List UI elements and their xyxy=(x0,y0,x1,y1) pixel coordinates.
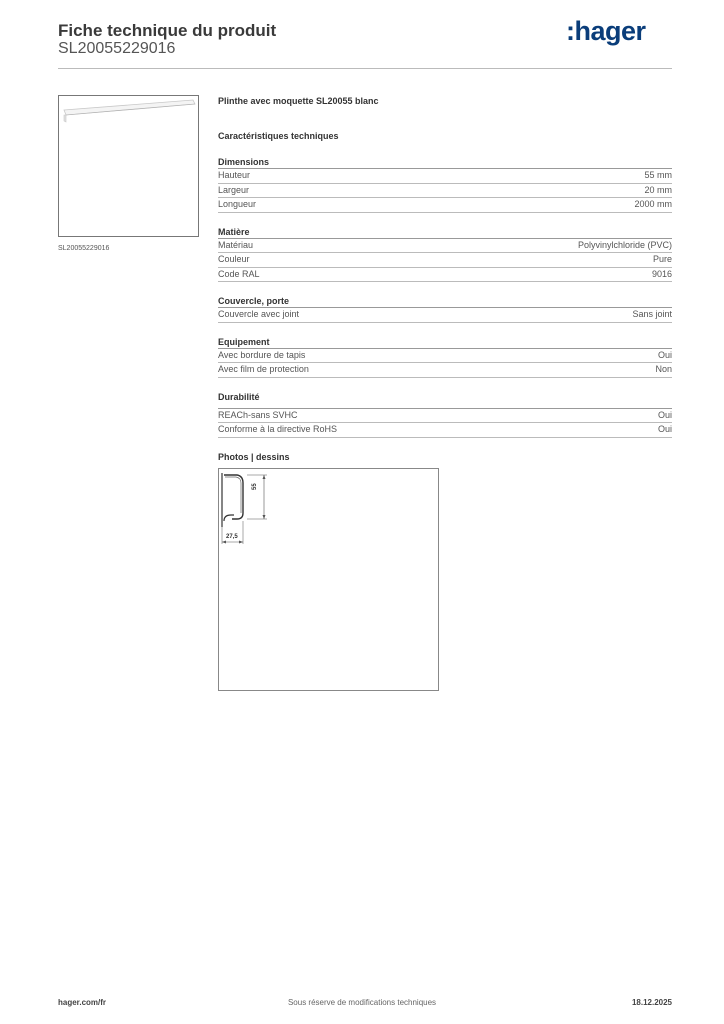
skirting-board-image xyxy=(59,96,198,236)
spec-label: Avec bordure de tapis xyxy=(218,349,306,360)
product-title: Plinthe avec moquette SL20055 blanc xyxy=(218,96,379,106)
spec-row xyxy=(218,169,672,184)
spec-label: REACh-sans SVHC xyxy=(218,409,298,420)
section-title: Matière xyxy=(218,227,672,239)
spec-value: Sans joint xyxy=(632,309,672,319)
hager-logo: :hager xyxy=(566,16,646,46)
spec-row xyxy=(218,268,672,283)
spec-value: Polyvinylchloride (PVC) xyxy=(577,239,672,250)
width-dimension-label: 27,5 xyxy=(226,534,238,540)
section-durabilite xyxy=(218,392,672,438)
spec-row xyxy=(218,349,672,364)
section-title: Durabilité xyxy=(218,392,672,409)
spec-row xyxy=(218,198,672,213)
spec-row xyxy=(218,184,672,199)
header-divider xyxy=(58,68,672,69)
spec-value: Oui xyxy=(657,349,672,360)
spec-value: 9016 xyxy=(651,268,672,279)
spec-row xyxy=(218,423,672,438)
spec-label: Avec film de protection xyxy=(218,364,309,374)
product-thumbnail xyxy=(58,95,199,237)
footer-website: hager.com/fr xyxy=(58,998,107,1007)
spec-label: Hauteur xyxy=(218,170,251,180)
spec-row xyxy=(218,308,672,323)
photos-heading: Photos | dessins xyxy=(218,451,290,462)
spec-label: Conforme à la directive RoHS xyxy=(218,424,338,434)
section-dimensions xyxy=(218,157,672,213)
spec-value: Non xyxy=(655,364,672,374)
spec-content xyxy=(218,96,672,462)
spec-label: Largeur xyxy=(218,184,250,195)
section-equipement xyxy=(218,337,672,378)
page-title: Fiche technique du produit xyxy=(58,21,277,40)
height-dimension-label: 55 xyxy=(252,483,258,490)
spec-label: Code RAL xyxy=(218,268,260,279)
section-title: Dimensions xyxy=(218,157,672,169)
section-couvercle xyxy=(218,296,672,323)
spec-label: Matériau xyxy=(218,239,254,250)
spec-label: Couleur xyxy=(218,254,250,264)
spec-row xyxy=(218,409,672,424)
spec-label: Couvercle avec joint xyxy=(218,309,300,319)
spec-value: Pure xyxy=(652,254,672,264)
spec-value: Oui xyxy=(657,409,672,420)
profile-drawing xyxy=(219,469,438,690)
footer-date: 18.12.2025 xyxy=(631,998,672,1007)
footer-notice: Sous réserve de modifications techniques xyxy=(287,998,437,1007)
spec-value: 2000 mm xyxy=(634,199,672,209)
spec-row xyxy=(218,253,672,268)
thumbnail-caption: SL20055229016 xyxy=(58,245,110,252)
spec-value: Oui xyxy=(657,424,672,434)
product-reference: SL20055229016 xyxy=(58,40,176,57)
spec-row xyxy=(218,363,672,378)
tech-heading: Caractéristiques techniques xyxy=(218,131,339,141)
spec-value: 20 mm xyxy=(644,184,672,195)
spec-label: Longueur xyxy=(218,199,257,209)
section-title: Couvercle, porte xyxy=(218,296,672,308)
spec-value: 55 mm xyxy=(644,170,672,180)
section-title: Equipement xyxy=(218,337,672,349)
section-matiere xyxy=(218,227,672,283)
spec-row xyxy=(218,239,672,254)
technical-drawing-frame xyxy=(218,468,439,691)
